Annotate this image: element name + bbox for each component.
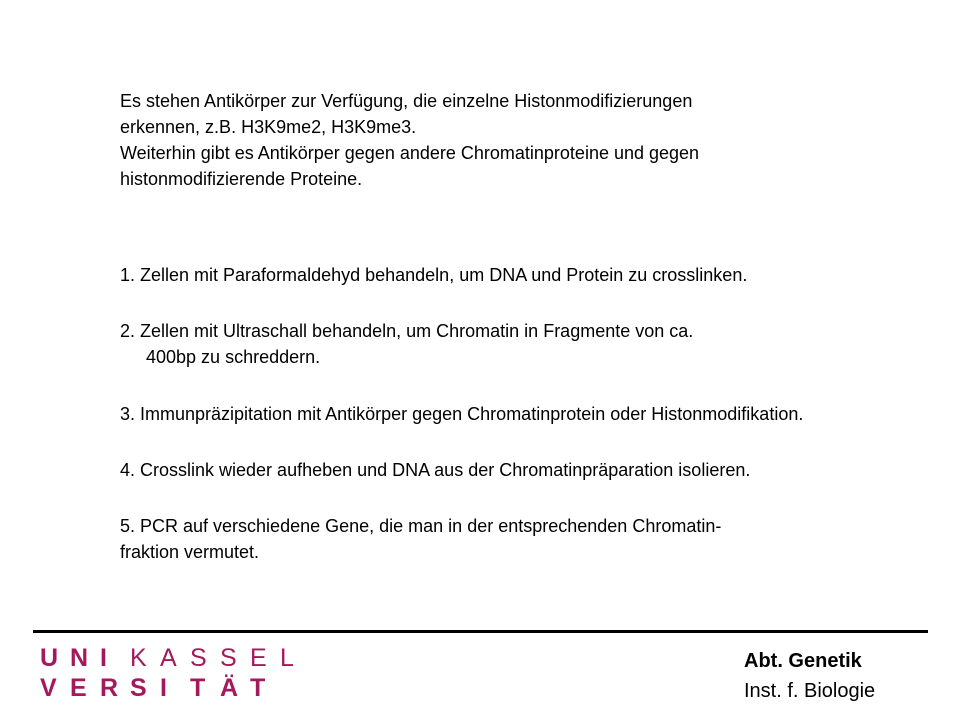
logo-row-uni-kassel [40,645,310,671]
step-1: 1. Zellen mit Paraformaldehyd behandeln, um DNA und Protein zu crosslinken. [120,265,748,285]
logo-letter: R [100,674,119,702]
footer-divider [33,630,928,633]
logo-letter: S [190,644,207,672]
logo-letter: K [130,644,147,672]
step-5-line-2: fraktion vermutet. [120,542,260,562]
logo-letter: I [160,674,167,702]
step-4: 4. Crosslink wieder aufheben und DNA aus der Chromatinpräparation isolieren. [120,460,751,480]
logo-letter: L [280,644,294,672]
intro-line-1: Es stehen Antikörper zur Verfügung, die einzelne Histonmodifizierungen [120,91,693,111]
logo-letter: I [100,644,107,672]
step-2-line-2 [120,344,320,370]
institute-name: Inst. f. Biologie [744,680,876,702]
logo-letter: T [190,674,206,702]
step-2-line-1: 2. Zellen mit Ultraschall behandeln, um Chromatin in Fragmente von ca. [120,321,694,341]
logo-letter: E [70,674,87,702]
logo-letter: A [160,644,177,672]
logo-letter: Ä [220,674,239,702]
logo-letter: S [130,674,147,702]
intro-line-4: histonmodifizierende Proteine. [120,169,363,189]
logo-letter: N [70,644,89,672]
intro-line-3: Weiterhin gibt es Antikörper gegen andere Chromatinproteine und gegen [120,143,700,163]
intro-text [120,88,920,192]
step-5-line-1: 5. PCR auf verschiedene Gene, die man in der entsprechenden Chromatin- [120,516,722,536]
department-label [744,646,875,706]
logo-letter: T [250,674,266,702]
logo-letter: U [40,644,59,672]
department-name: Abt. Genetik [744,650,862,672]
logo-row-versitaet [40,675,280,701]
step-2-continuation: 400bp zu schreddern. [146,347,321,367]
logo-letter: E [250,644,267,672]
logo-letter: S [220,644,237,672]
logo-letter: V [40,674,57,702]
intro-line-2: erkennen, z.B. H3K9me2, H3K9me3. [120,117,417,137]
step-3: 3. Immunpräzipitation mit Antikörper gegen Chromatinprotein oder Histonmodifikation. [120,404,804,424]
